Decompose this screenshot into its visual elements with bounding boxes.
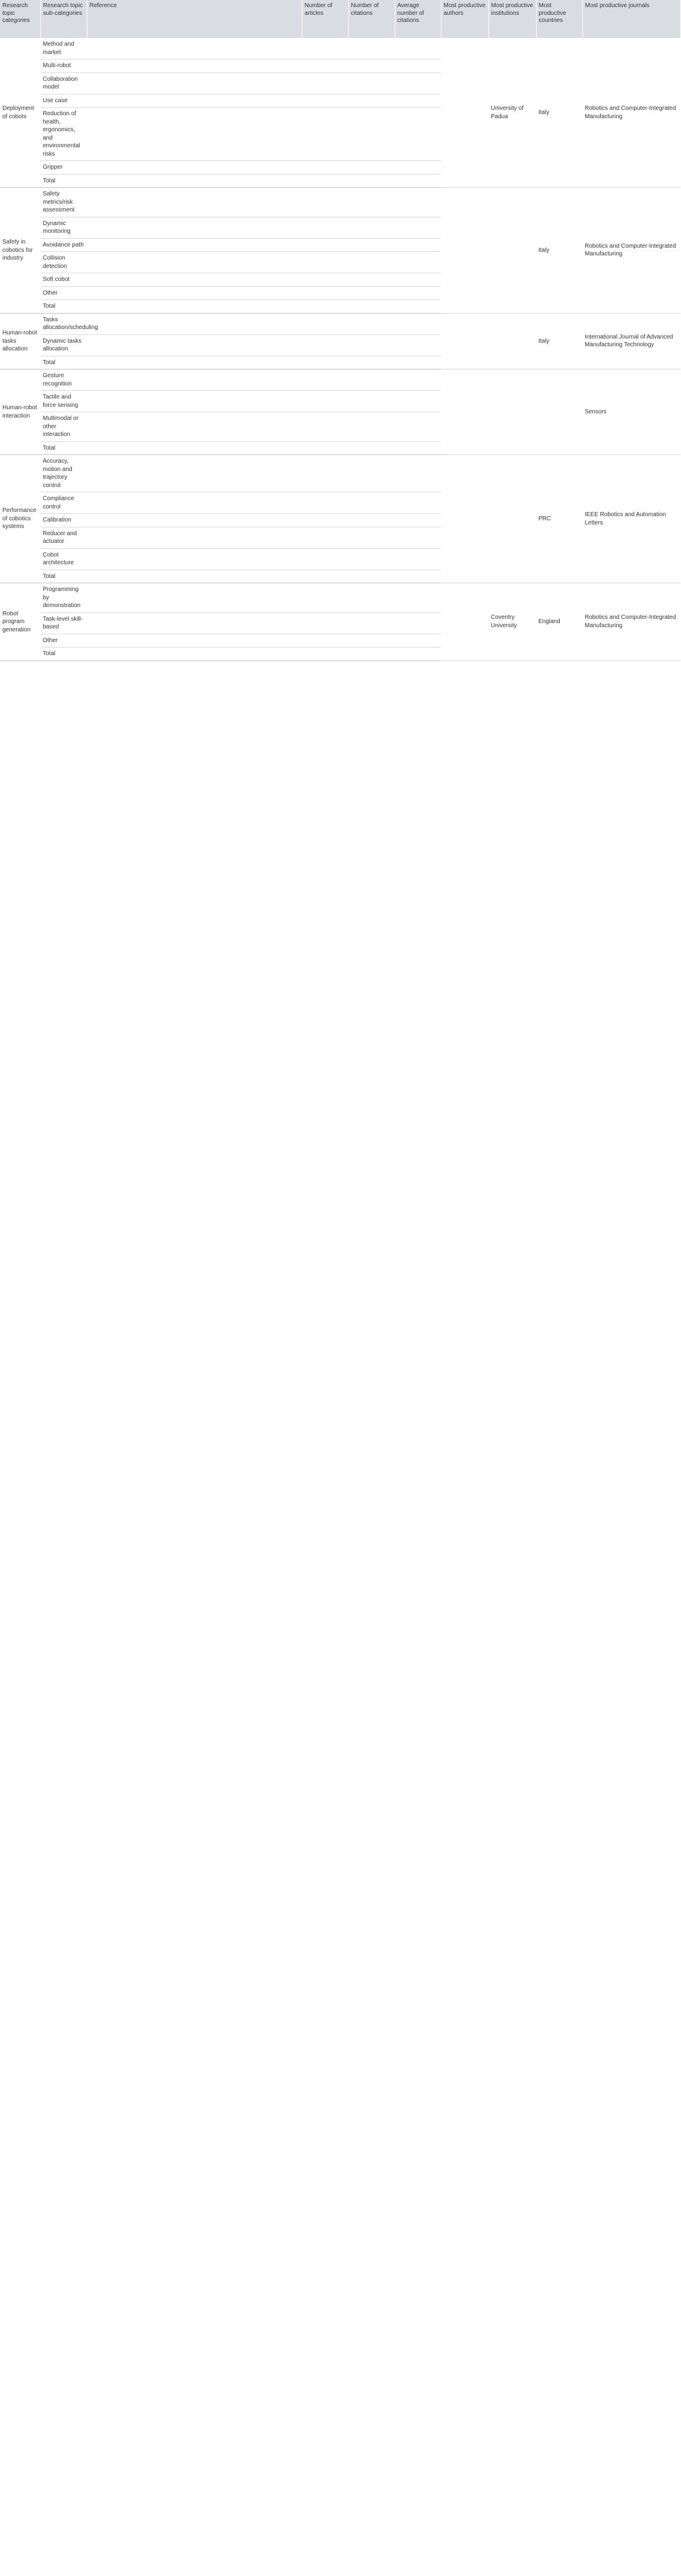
institutions-cell (488, 188, 536, 314)
average-cell (395, 238, 441, 252)
average-cell (395, 59, 441, 73)
table-row (0, 369, 680, 391)
subcategory-cell: Soft cobot (40, 273, 87, 287)
average-cell (395, 612, 441, 634)
research-topics-table (0, 0, 681, 661)
articles-cell (302, 59, 348, 73)
journals-cell: Sensors (582, 369, 680, 455)
citations-cell (348, 313, 395, 334)
reference-cell (87, 514, 302, 527)
reference-cell (87, 217, 302, 238)
average-cell (395, 161, 441, 175)
table-row (0, 188, 680, 217)
category-cell: Safety in cobotics for industry (0, 188, 40, 314)
subcategory-cell: Method and market (40, 38, 87, 59)
average-cell (395, 334, 441, 356)
articles-cell (302, 548, 348, 570)
reference-cell (87, 412, 302, 442)
articles-cell (302, 94, 348, 108)
average-cell (395, 492, 441, 514)
header-institutions: Most productive institutions (488, 0, 536, 38)
average-cell (395, 313, 441, 334)
citations-cell (348, 94, 395, 108)
total-citations-cell (348, 174, 395, 188)
total-articles-cell (302, 356, 348, 369)
subcategory-cell: Accuracy, motion and trajectory control (40, 455, 87, 492)
average-cell (395, 217, 441, 238)
total-reference-cell (87, 174, 302, 188)
subcategory-cell: Compliance control (40, 492, 87, 514)
journals-cell: Robotics and Computer-Integrated Manufacturing (582, 188, 680, 314)
reference-cell (87, 455, 302, 492)
subcategory-cell: Other (40, 634, 87, 647)
total-average-cell (395, 300, 441, 314)
countries-cell: Italy (536, 188, 582, 314)
citations-cell (348, 38, 395, 59)
subcategory-cell: Multimodal or other interaction (40, 412, 87, 442)
articles-cell (302, 492, 348, 514)
articles-cell (302, 188, 348, 217)
total-reference-cell (87, 647, 302, 661)
average-cell (395, 108, 441, 161)
header-row (0, 0, 680, 38)
total-reference-cell (87, 570, 302, 583)
total-label-cell: Total (40, 300, 87, 314)
authors-cell (441, 38, 488, 188)
institutions-cell (488, 455, 536, 583)
articles-cell (302, 514, 348, 527)
table-body (0, 38, 680, 660)
citations-cell (348, 286, 395, 300)
average-cell (395, 527, 441, 548)
header-reference: Reference (87, 0, 302, 38)
subcategory-cell: Avoidance path (40, 238, 87, 252)
total-citations-cell (348, 356, 395, 369)
citations-cell (348, 252, 395, 273)
articles-cell (302, 634, 348, 647)
reference-cell (87, 527, 302, 548)
average-cell (395, 273, 441, 287)
citations-cell (348, 412, 395, 442)
total-label-cell: Total (40, 570, 87, 583)
average-cell (395, 286, 441, 300)
countries-cell: England (536, 583, 582, 661)
header-average: Average number of citations (395, 0, 441, 38)
countries-cell: Italy (536, 313, 582, 369)
average-cell (395, 38, 441, 59)
citations-cell (348, 59, 395, 73)
subcategory-cell: Tasks allocation/scheduling (40, 313, 87, 334)
citations-cell (348, 108, 395, 161)
countries-cell (536, 369, 582, 455)
reference-cell (87, 583, 302, 613)
reference-cell (87, 286, 302, 300)
page (0, 0, 680, 661)
authors-cell (441, 369, 488, 455)
reference-cell (87, 72, 302, 94)
reference-cell (87, 94, 302, 108)
articles-cell (302, 108, 348, 161)
total-citations-cell (348, 570, 395, 583)
subcategory-cell: Other (40, 286, 87, 300)
journals-cell: IEEE Robotics and Automation Letters (582, 455, 680, 583)
articles-cell (302, 217, 348, 238)
articles-cell (302, 412, 348, 442)
total-citations-cell (348, 300, 395, 314)
journals-cell: International Journal of Advanced Manufacturing Technology (582, 313, 680, 369)
institutions-cell: Coventry University (488, 583, 536, 661)
subcategory-cell: Reducer and actuator (40, 527, 87, 548)
citations-cell (348, 217, 395, 238)
subcategory-cell: Collaboration model (40, 72, 87, 94)
average-cell (395, 455, 441, 492)
subcategory-cell: Collision detection (40, 252, 87, 273)
reference-cell (87, 313, 302, 334)
total-label-cell: Total (40, 174, 87, 188)
table-row (0, 38, 680, 59)
total-articles-cell (302, 174, 348, 188)
citations-cell (348, 334, 395, 356)
total-average-cell (395, 441, 441, 455)
articles-cell (302, 273, 348, 287)
reference-cell (87, 38, 302, 59)
header-authors: Most productive authors (441, 0, 488, 38)
reference-cell (87, 369, 302, 391)
total-articles-cell (302, 570, 348, 583)
institutions-cell (488, 313, 536, 369)
journals-cell: Robotics and Computer-Integrated Manufacturing (582, 583, 680, 661)
header-citations: Number of citations (348, 0, 395, 38)
reference-cell (87, 612, 302, 634)
articles-cell (302, 455, 348, 492)
articles-cell (302, 369, 348, 391)
articles-cell (302, 238, 348, 252)
articles-cell (302, 612, 348, 634)
citations-cell (348, 492, 395, 514)
average-cell (395, 514, 441, 527)
institutions-cell: University of Padua (488, 38, 536, 188)
total-citations-cell (348, 647, 395, 661)
citations-cell (348, 72, 395, 94)
subcategory-cell: Multi-robot (40, 59, 87, 73)
subcategory-cell: Cobot architecture (40, 548, 87, 570)
category-cell: Deployment of cobots (0, 38, 40, 188)
reference-cell (87, 59, 302, 73)
subcategory-cell: Gesture recognition (40, 369, 87, 391)
authors-cell (441, 313, 488, 369)
reference-cell (87, 634, 302, 647)
articles-cell (302, 286, 348, 300)
authors-cell (441, 455, 488, 583)
citations-cell (348, 391, 395, 412)
citations-cell (348, 612, 395, 634)
reference-cell (87, 273, 302, 287)
countries-cell: Italy (536, 38, 582, 188)
average-cell (395, 252, 441, 273)
articles-cell (302, 38, 348, 59)
subcategory-cell: Calibration (40, 514, 87, 527)
authors-cell (441, 583, 488, 661)
table-row (0, 455, 680, 492)
table-row (0, 313, 680, 334)
articles-cell (302, 72, 348, 94)
average-cell (395, 634, 441, 647)
articles-cell (302, 391, 348, 412)
articles-cell (302, 313, 348, 334)
authors-cell (441, 188, 488, 314)
citations-cell (348, 634, 395, 647)
citations-cell (348, 527, 395, 548)
citations-cell (348, 188, 395, 217)
reference-cell (87, 108, 302, 161)
total-reference-cell (87, 441, 302, 455)
total-average-cell (395, 647, 441, 661)
header-category: Research topic categories (0, 0, 40, 38)
subcategory-cell: Use case (40, 94, 87, 108)
subcategory-cell: Dynamic tasks allocation (40, 334, 87, 356)
header-subcategory: Research topic sub-categories (40, 0, 87, 38)
reference-cell (87, 188, 302, 217)
header-journals: Most productive journals (582, 0, 680, 38)
subcategory-cell: Programming by demonstration (40, 583, 87, 613)
citations-cell (348, 273, 395, 287)
citations-cell (348, 238, 395, 252)
average-cell (395, 94, 441, 108)
articles-cell (302, 161, 348, 175)
reference-cell (87, 548, 302, 570)
total-citations-cell (348, 441, 395, 455)
total-label-cell: Total (40, 647, 87, 661)
category-cell: Human-robot tasks allocation (0, 313, 40, 369)
average-cell (395, 583, 441, 613)
average-cell (395, 188, 441, 217)
header-countries: Most productive countries (536, 0, 582, 38)
subcategory-cell: Task-level skill-based (40, 612, 87, 634)
citations-cell (348, 161, 395, 175)
reference-cell (87, 391, 302, 412)
subcategory-cell: Reduction of health, ergonomics, and environmental risks (40, 108, 87, 161)
average-cell (395, 548, 441, 570)
total-articles-cell (302, 647, 348, 661)
average-cell (395, 72, 441, 94)
citations-cell (348, 455, 395, 492)
subcategory-cell: Gripper (40, 161, 87, 175)
total-articles-cell (302, 300, 348, 314)
header-articles: Number of articles (302, 0, 348, 38)
reference-cell (87, 238, 302, 252)
table-row (0, 583, 680, 613)
citations-cell (348, 369, 395, 391)
total-label-cell: Total (40, 441, 87, 455)
subcategory-cell: Dynamic monitoring (40, 217, 87, 238)
reference-cell (87, 334, 302, 356)
subcategory-cell: Tactile and force sensing (40, 391, 87, 412)
citations-cell (348, 583, 395, 613)
category-cell: Human-robot interaction (0, 369, 40, 455)
subcategory-cell: Safety metrics/risk assessment (40, 188, 87, 217)
countries-cell: PRC (536, 455, 582, 583)
citations-cell (348, 514, 395, 527)
average-cell (395, 369, 441, 391)
articles-cell (302, 252, 348, 273)
citations-cell (348, 548, 395, 570)
average-cell (395, 391, 441, 412)
articles-cell (302, 527, 348, 548)
total-reference-cell (87, 300, 302, 314)
category-cell: Robot program generation (0, 583, 40, 661)
total-articles-cell (302, 441, 348, 455)
total-average-cell (395, 356, 441, 369)
articles-cell (302, 583, 348, 613)
total-average-cell (395, 174, 441, 188)
journals-cell: Robotics and Computer-Integrated Manufacturing (582, 38, 680, 188)
category-cell: Performance of cobotics systems (0, 455, 40, 583)
reference-cell (87, 161, 302, 175)
reference-cell (87, 252, 302, 273)
average-cell (395, 412, 441, 442)
total-reference-cell (87, 356, 302, 369)
articles-cell (302, 334, 348, 356)
reference-cell (87, 492, 302, 514)
institutions-cell (488, 369, 536, 455)
total-label-cell: Total (40, 356, 87, 369)
total-average-cell (395, 570, 441, 583)
